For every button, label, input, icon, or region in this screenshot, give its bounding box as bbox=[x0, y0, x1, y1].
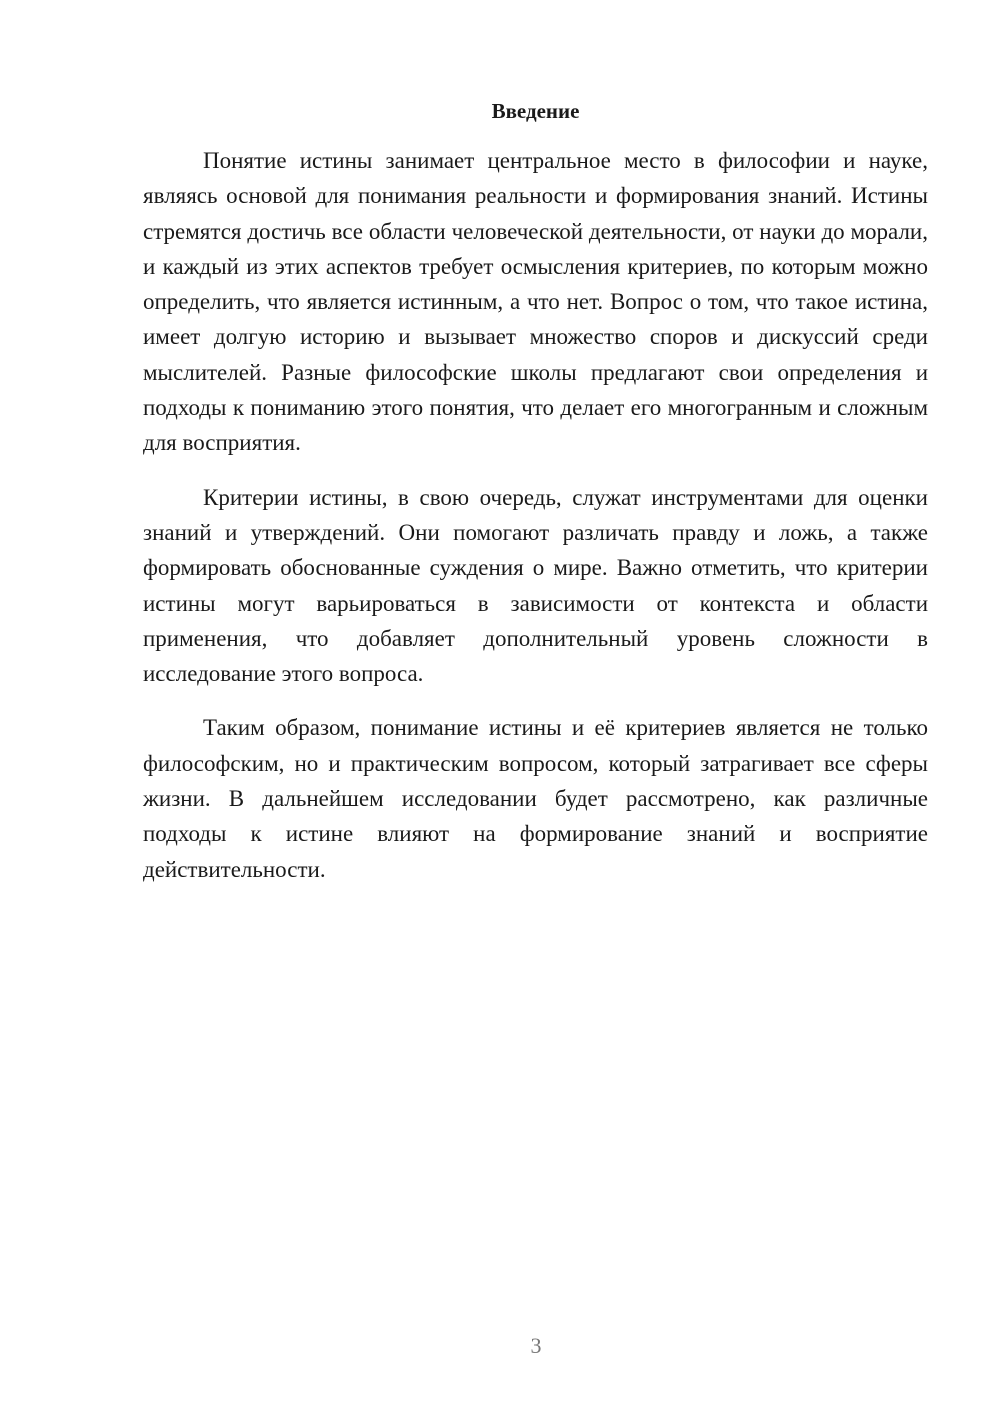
paragraph-2: Критерии истины, в свою очередь, служат инструментами для оценки знаний и утверждений. Они помогают различать правду и ложь, а также формировать обоснованные суждения о мире. Важно отметить, что критерии истины могут варьироваться в зависимости от контекста и области применения, что добавляет дополнительный уровень сложности в исследование этого вопроса. bbox=[143, 484, 928, 687]
section-title: Введение bbox=[491, 99, 580, 123]
paragraph-3: Таким образом, понимание истины и её критериев является не только философским, но и практическим вопросом, который затрагивает все сферы жизни. В дальнейшем исследовании будет рассмотрено, как различные подходы к истине влияют на формирование знаний и восприятие действительности. bbox=[143, 715, 928, 882]
paragraph-1: Понятие истины занимает центральное место в философии и науке, являясь основой для понимания реальности и формирования знаний. Истины стремятся достичь все области человеческой деятельности, от науки до морали, и каждый из этих аспектов требует осмысления критериев, по которым можно определить, что является истинным, а что нет. Вопрос о том, что такое истина, имеет долгую историю и вызывает множество споров и дискуссий среди мыслителей. Разные философские школы предлагают свои определения и подходы к пониманию этого понятия, что делает его многогранным и сложным для восприятия. bbox=[143, 148, 928, 456]
page-number: 3 bbox=[530, 1333, 542, 1358]
section-body bbox=[143, 143, 928, 887]
